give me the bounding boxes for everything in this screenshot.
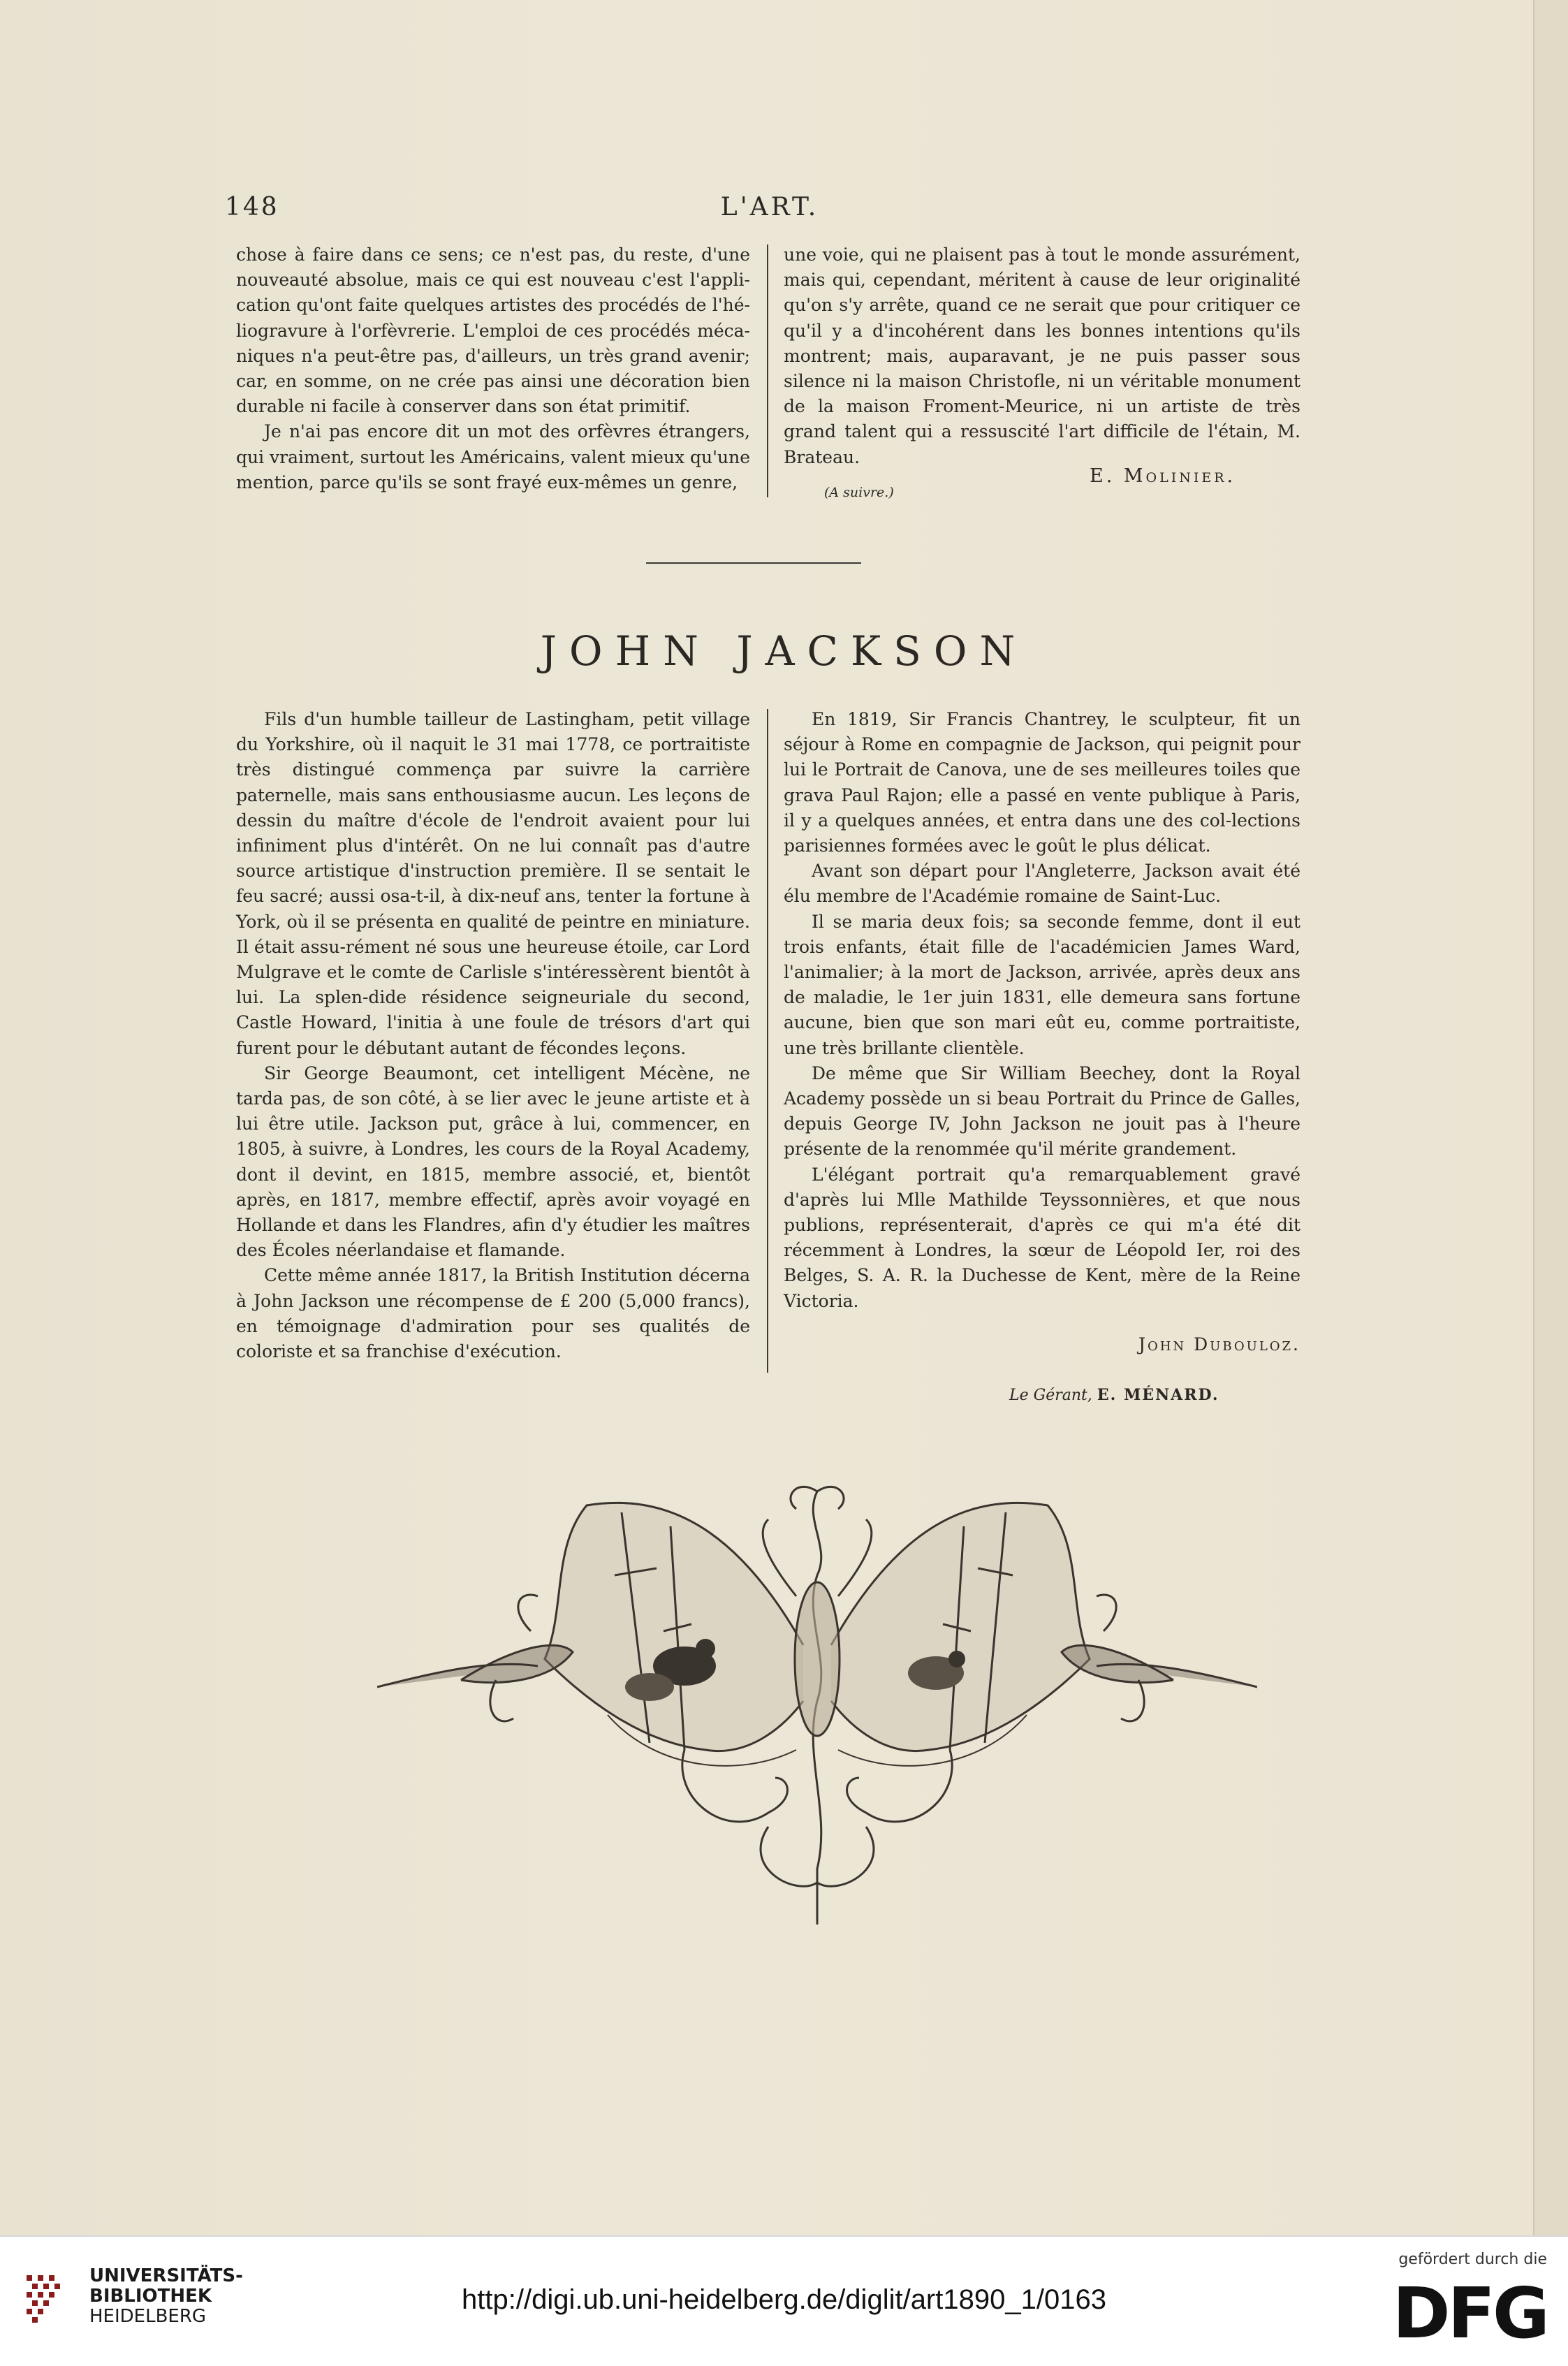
paragraph: Avant son départ pour l'Angleterre, Jackson avait été élu membre de l'Académie romaine de Saint-Luc. [784, 861, 1300, 907]
library-name: UNIVERSITÄTS- BIBLIOTHEK HEIDELBERG [89, 2265, 243, 2327]
paragraph: une voie, qui ne plaisent pas à tout le monde assurément, mais qui, cependant, méritent à cause de leur originalité qu'on s'y arrête, quand ce ne serait que pour critiquer ce qu'il y a d'incohérent dans les bonnes intentions qu'ils montrent; mais, auparavant, je ne puis passer sous silence ni la maison Christofle, ni un véritable monument de la maison Froment-Meurice, ni un artiste de très grand talent qui a ressuscité l'art difficile de l'étain, M. Brateau. [784, 244, 1300, 467]
permalink-url[interactable]: http://digi.ub.uni-heidelberg.de/diglit/art1890_1/0163 [462, 2284, 1106, 2315]
gerant-label: Le Gérant, [1009, 1387, 1092, 1404]
decorative-tailpiece-illustration [377, 1449, 1257, 1931]
paragraph: Cette même année 1817, la British Institution décerna à John Jackson une récompense de £ 200 (5,000 francs), en témoignage d'admiration pour ses qualités de coloriste et sa franchise d'exécution. [236, 1265, 750, 1362]
column-divider [767, 244, 768, 497]
prev-article-column-right [784, 242, 1300, 470]
article-title: JOHN JACKSON [540, 627, 1028, 675]
journal-title: L'ART. [720, 193, 819, 221]
column-divider [767, 709, 768, 1373]
author-signature: John Dubouloz. [1138, 1334, 1300, 1354]
author-signature: E. Molinier. [1090, 465, 1236, 487]
gerant-name: E. MÉNARD. [1097, 1386, 1219, 1404]
gerant-line [1009, 1386, 1219, 1404]
paragraph: L'élégant portrait qu'a remarquablement gravé d'après lui Mlle Mathilde Teyssonnières, et que nous publions, représenterait, d'après ce qui m'a été dit récemment à Londres, la sœur de Léopold Ier, roi des Belges, S. A. R. la Duchesse de Kent, mère de la Reine Victoria. [784, 1164, 1300, 1311]
paragraph: Sir George Beaumont, cet intelligent Mécène, ne tarda pas, de son côté, à se lier avec le jeune artiste et à lui être utile. Jackson put, grâce à lui, commencer, en 1805, à suivre, à Londres, les cours de la Royal Academy, dont il devint, en 1815, membre associé, et, bientôt après, en 1817, membre effectif, après avoir voyagé en Hollande et dans les Flandres, afin d'y étudier les maîtres des Écoles néerlandaise et flamande. [236, 1062, 750, 1261]
dfg-logo: DFG [1392, 2272, 1547, 2354]
page-number: 148 [225, 193, 279, 221]
page-edge [1533, 0, 1568, 2235]
running-header [225, 193, 1314, 235]
paragraph: De même que Sir William Beechey, dont la Royal Academy possède un si beau Portrait du Prince de Galles, depuis George IV, John Jackson ne jouit pas à l'heure présente de la renommée qu'il mérite grandement. [784, 1062, 1300, 1160]
paragraph: Il se maria deux fois; sa seconde femme, dont il eut trois enfants, était fille de l'académicien James Ward, l'animalier; à la mort de Jackson, arrivée, après deux ans de maladie, le 1er juin 1831, elle demeura sans fortune aucune, bien que son mari eût eu, comme portraitiste, une très brillante clientèle. [784, 911, 1300, 1058]
article-column-right [784, 707, 1300, 1357]
paragraph: Fils d'un humble tailleur de Lastingham, petit village du Yorkshire, où il naquit le 31 mai 1778, ce portraitiste très distingué commença par suivre la carrière paternelle, mais sans enthousiasme aucun. Les leçons de dessin du maître d'école de l'endroit avaient pour lui infiniment plus d'intérêt. On ne lui connaît pas d'autre source artistique d'instruction première. Il se sentait le feu sacré; aussi osa-t-il, à dix-neuf ans, tenter la fortune à York, où il se présenta en qualité de peintre en miniature. Il était assu-rément né sous une heureuse étoile, car Lord Mulgrave et le comte de Carlisle s'intéressèrent bientôt à lui. La splen-dide résidence seigneuriale du second, Castle Howard, l'initia à une foule de trésors d'art qui furent pour le débutant autant de fécondes leçons. [236, 709, 750, 1058]
prev-article-column-left [236, 242, 750, 495]
article-column-left [236, 707, 750, 1364]
paragraph: chose à faire dans ce sens; ce n'est pas, du reste, d'une nouveauté absolue, mais ce qui est nouveau c'est l'appli-cation qu'ont faite quelques artistes des procédés de l'hé-liogravure à l'orfèvrerie. L'emploi de ces procédés méca-niques n'a peut-être pas, d'ailleurs, un très grand avenir; car, en somme, on ne crée pas ainsi une décoration bien durable ni facile à conserver dans son état primitif. [236, 244, 750, 417]
to-be-continued: (A suivre.) [824, 485, 894, 500]
paragraph: En 1819, Sir Francis Chantrey, le sculpteur, fit un séjour à Rome en compagnie de Jackson, qui peignit pour lui le Portrait de Canova, une de ses meilleures toiles que grava Paul Rajon; elle a passé en vente publique à Paris, il y a quelques années, et entra dans une des col-lections parisiennes formées avec le goût le plus délicat. [784, 709, 1300, 856]
paragraph: Je n'ai pas encore dit un mot des orfèvres étrangers, qui vraiment, surtout les Américains, valent mieux qu'une mention, parce qu'ils se sont frayé eux-mêmes un genre, [236, 421, 750, 492]
section-divider [646, 562, 861, 564]
funder-caption: gefördert durch die [1398, 2251, 1547, 2268]
digitization-footer [0, 2235, 1568, 2366]
